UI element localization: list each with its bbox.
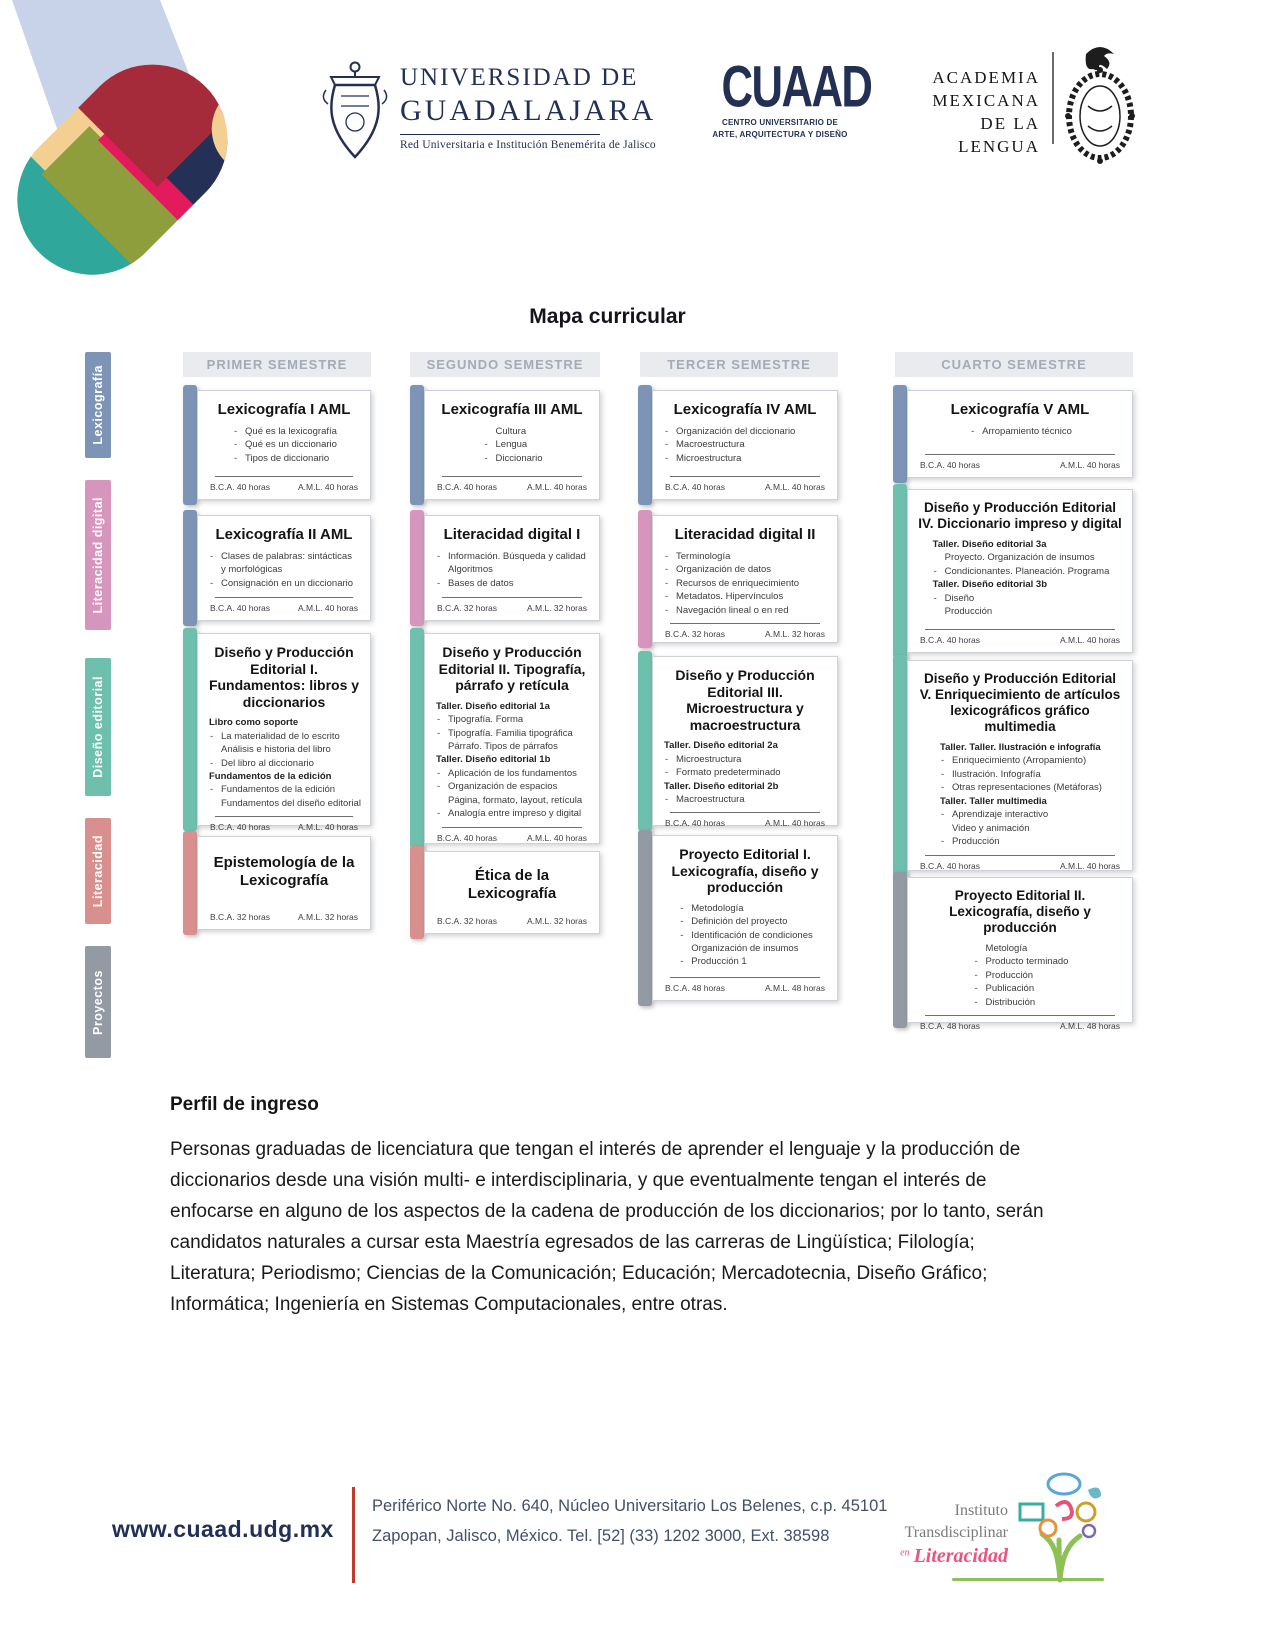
card-divider [670,623,820,624]
card-category-strip [183,385,197,505]
course-topics [662,425,828,465]
institute-tree-icon [1012,1468,1107,1583]
course-topic-line: Fundamentos del diseño editorial [221,797,361,809]
bca-hours: B.C.A. 32 horas [665,629,726,640]
course-card [410,390,600,500]
course-topic-line: - Enriquecimiento (Arropamiento) [938,754,1102,767]
course-topic-line: Cultura [495,425,527,437]
card-category-strip [893,484,907,658]
udg-shield-icon [316,60,394,160]
profile-paragraph: Personas graduadas de licenciatura que tengan el interés de aprender el lenguaje y la producción de diccionarios desde una visión multi- e interdisciplinaria, y que eventualmente tengan el interés de enfocarse en alguno de los aspectos de la cadena de producción de los diccionarios; por lo tanto, serán candidatos naturales a cursar esta Maestría egresados de las carreras de Lingüística; Filología; Literatura; Periodismo; Ciencias de la Comunicación; Educación; Mercadotecnia, Diseño Gráfico; Informática; Ingeniería en Sistemas Computacionales, entre otras. [170,1139,1044,1315]
course-card [893,877,1133,1032]
course-title: Lexicografía II AML [215,526,353,543]
aml-hours: A.M.L. 40 horas [526,832,587,843]
cuaad-logo [705,52,872,141]
aml-logo-text [890,66,1040,158]
course-topic-line: - Tipografía. Familia tipográfica [434,727,590,740]
card-category-strip [638,830,652,1006]
udg-logo-text [400,64,656,151]
course-topic-line: Taller. Diseño editorial 1a [436,700,550,712]
course-title: Epistemología de la Lexicografía [213,854,355,889]
course-topic-line: - Información. Búsqueda y calidad [434,550,590,563]
row-label-diseno-editorial: Diseño editorial [85,658,111,796]
website-link[interactable]: www.cuaad.udg.mx [112,1516,334,1542]
course-topic-line: Organización de insumos [691,943,799,954]
card-category-strip [893,872,907,1028]
card-category-strip [183,510,197,626]
decorative-brand-shape [0,0,235,295]
course-title: Lexicografía III AML [441,401,583,418]
semester-header-1: PRIMER SEMESTRE [183,352,371,377]
card-divider [925,629,1115,630]
semester-header-4: CUARTO SEMESTRE [895,352,1133,377]
card-divider [670,476,820,477]
institute-prefix: en [900,1547,910,1559]
course-title: Literacidad digital II [674,526,816,543]
row-label-proyectos: Proyectos [85,946,111,1058]
card-category-strip [638,510,652,648]
course-topic-line: - Bases de datos [434,577,590,590]
institute-script-line [862,1543,1008,1570]
institute-line1: Instituto [954,1502,1008,1519]
bca-hours: B.C.A. 40 horas [437,832,498,843]
aml-line1: ACADEMIA [932,68,1040,87]
profile-heading: Perfil de ingreso [170,1094,319,1115]
card-divider [215,597,353,598]
aml-hours: A.M.L. 40 horas [764,818,825,829]
card-category-strip [183,831,197,935]
course-topic-line: - Tipos de diccionario [231,452,337,465]
address-line2: Zapopan, Jalisco, México. Tel. [52] (33) 1202 3000, Ext. 38598 [372,1526,830,1545]
course-topic-line: - Organización del diccionario [662,425,828,438]
row-label-literacidad: Literacidad [85,818,111,924]
bca-hours: B.C.A. 40 horas [920,635,981,645]
card-category-strip [410,628,424,849]
course-topic-line: Algoritmos [448,564,493,576]
aml-hours: A.M.L. 40 horas [297,603,358,613]
course-topic-line: - Fundamentos de la edición [207,783,361,796]
course-topic-line: Taller. Diseño editorial 3b [932,579,1047,591]
course-title: Literacidad digital I [443,526,581,543]
course-topic-line: - Recursos de enriquecimiento [662,577,828,590]
card-divider [442,476,582,477]
card-category-strip [183,628,197,831]
udg-name-line1: UNIVERSIDAD DE [400,64,639,91]
course-topic-line: - Microestructura [662,753,828,766]
course-topic-line: - Qué es un diccionario [231,438,337,451]
course-card [638,835,838,1001]
course-topic-line: Página, formato, layout, retícula [448,794,583,806]
udg-tagline: Red Universitaria e Institución Benemérita de Jalisco [400,139,656,151]
course-card [183,515,371,621]
course-topic-line: Taller. Diseño editorial 1b [436,754,551,766]
course-topic-line: - Consignación en un diccionario [207,577,361,590]
course-topic-line: Taller. Diseño editorial 2b [664,780,779,792]
course-topic-line: - Formato predeterminado [662,766,828,779]
bca-hours: B.C.A. 40 horas [437,482,498,492]
row-label-lexicografia: Lexicografía [85,352,111,458]
cuaad-acronym: CUAAD [721,52,872,119]
udg-name-line2: GUADALAJARA [400,94,657,127]
course-card [638,390,838,500]
bca-hours: B.C.A. 32 horas [437,916,498,926]
course-title: Proyecto Editorial II. Lexicografía, diseño y producción [949,888,1091,935]
card-category-strip [638,385,652,505]
course-topics [931,538,1110,619]
course-topic-line: Metología [985,942,1028,954]
course-topics [938,741,1102,849]
course-topic-line: - Condicionantes. Planeación. Programa [931,565,1110,578]
institute-script: Literacidad [913,1545,1008,1568]
course-card [183,836,371,930]
course-title: Lexicografía IV AML [673,401,817,418]
course-card [410,515,600,621]
card-divider [925,855,1115,856]
course-topic-line: Taller. Taller. Ilustración e infografía [940,741,1101,753]
course-title: Ética de la Lexicografía [467,867,557,902]
card-divider [670,977,820,978]
cuaad-subtitle-line2: ARTE, ARQUITECTURA Y DISEÑO [712,130,848,140]
course-topic-line: Párrafo. Tipos de párrafos [448,741,558,752]
course-topics [972,942,1069,1009]
course-topic-line: Fundamentos de la edición [209,771,332,782]
bca-hours: B.C.A. 32 horas [210,912,271,922]
course-topic-line: - Organización de espacios [434,780,590,793]
card-category-strip [410,385,424,505]
course-topics [662,739,828,806]
course-topic-line: - La materialidad de lo escrito [207,730,361,743]
course-topics [207,550,361,590]
aml-hours: A.M.L. 32 horas [526,603,587,613]
course-title: Diseño y Producción Editorial V. Enriquecimiento de artículos lexicográficos gráfico multimedia [919,671,1121,734]
map-title: Mapa curricular [529,305,686,328]
semester-header-2: SEGUNDO SEMESTRE [410,352,600,377]
bca-hours: B.C.A. 40 horas [665,482,726,492]
aml-hours: A.M.L. 48 horas [764,983,825,993]
aml-hours: A.M.L. 32 horas [297,912,358,922]
aml-hours: A.M.L. 48 horas [1059,1021,1120,1032]
card-divider [442,597,582,598]
card-divider [442,827,582,828]
course-topic-line: - Microestructura [662,452,828,465]
bca-hours: B.C.A. 32 horas [437,603,498,613]
course-card [638,515,838,643]
footer-address [372,1492,887,1551]
course-topic-line: - Metodología [677,902,812,915]
institute-logo-text [862,1500,1008,1570]
course-topic-line: - Qué es la lexicografía [231,425,337,438]
course-title: Diseño y Producción Editorial III. Microestructura y macroestructura [675,667,815,733]
bca-hours: B.C.A. 40 horas [210,603,271,613]
course-topic-line: - Organización de datos [662,563,828,576]
course-title: Lexicografía V AML [950,401,1090,418]
course-topics [968,425,1072,438]
course-topic-line: Taller. Taller multimedia [940,795,1047,807]
institute-line2: Transdisciplinar [904,1523,1008,1541]
course-topic-line: - Terminología [662,550,828,563]
course-topic-line: y morfológicas [221,564,283,576]
card-divider [925,1015,1115,1016]
course-topic-line: - Clases de palabras: sintácticas [207,550,361,563]
course-topic-line: - Metadatos. Hipervínculos [662,590,828,603]
course-topic-line: Taller. Diseño editorial 3a [932,538,1047,550]
aml-hours: A.M.L. 40 horas [526,482,587,492]
course-title: Diseño y Producción Editorial IV. Diccionario impreso y digital [918,500,1122,531]
cuaad-subtitle-line1: CENTRO UNIVERSITARIO DE [721,118,838,128]
course-topic-line: Taller. Diseño editorial 2a [664,740,778,752]
course-topic-line: Libro como soporte [209,717,299,729]
course-topic-line: - Publicación [972,982,1069,995]
address-line1: Periférico Norte No. 640, Núcleo Universitario Los Belenes, c.p. 45101 [372,1497,888,1515]
course-topic-line: - Producción [938,835,1102,848]
course-topic-line: - Aprendizaje interactivo [938,808,1102,821]
course-topic-line: - Arropamiento técnico [968,425,1072,438]
course-topic-line: - Producto terminado [972,955,1069,968]
aml-line2: MEXICANA [932,91,1040,110]
institute-underline [952,1578,1104,1581]
course-topic-line: - Producción [972,969,1069,982]
course-topic-line: - Analogía entre impreso y digital [434,807,590,820]
bca-hours: B.C.A. 40 horas [665,818,726,829]
course-topics [434,550,590,590]
bca-hours: B.C.A. 40 horas [920,860,981,871]
card-category-strip [410,846,424,939]
course-topics [677,902,812,969]
course-topic-line: - Aplicación de los fundamentos [434,767,590,780]
course-card [410,633,600,844]
aml-hours: A.M.L. 40 horas [764,482,825,492]
course-topic-line: - Navegación lineal o en red [662,604,828,617]
course-topics [207,716,361,810]
course-topic-line: - Diccionario [482,452,543,465]
aml-line4: LENGUA [958,137,1040,156]
course-topic-line: - Producción 1 [677,955,812,968]
course-title: Proyecto Editorial I. Lexicografía, diseño y producción [671,846,819,896]
bca-hours: B.C.A. 40 horas [920,460,981,470]
aml-hours: A.M.L. 40 horas [297,482,358,492]
course-topic-line: - Del libro al diccionario [207,757,361,770]
course-topic-line: - Ilustración. Infografía [938,768,1102,781]
bca-hours: B.C.A. 48 horas [920,1021,981,1032]
course-card [893,660,1133,871]
card-category-strip [893,385,907,483]
aml-hours: A.M.L. 32 horas [526,916,587,926]
course-card [410,851,600,934]
udg-divider [400,134,600,135]
course-topics [662,550,828,617]
cuaad-subtitle [705,117,855,141]
course-card [638,656,838,829]
aml-hours: A.M.L. 32 horas [764,629,825,640]
course-topic-line: - Otras representaciones (Metáforas) [938,781,1102,794]
course-topic-line: Video y animación [952,822,1030,834]
course-card [893,489,1133,653]
course-topics [434,700,590,821]
card-category-strip [893,655,907,876]
course-topic-line: Producción [944,606,993,618]
course-card [183,633,371,833]
card-divider [215,476,353,477]
course-topic-line: - Macroestructura [662,793,828,806]
footer-divider [352,1487,355,1583]
course-card [183,390,371,500]
course-topic-line: - Lengua [482,438,543,451]
course-title: Lexicografía I AML [217,401,351,418]
course-topic-line: Análisis e historia del libro [221,744,331,756]
aml-hours: A.M.L. 40 horas [1059,635,1120,645]
course-topic-line: Proyecto. Organización de insumos [944,552,1095,564]
aml-hours: A.M.L. 40 horas [1059,460,1120,470]
course-topic-line: - Macroestructura [662,438,828,451]
aml-hours: A.M.L. 40 horas [1059,860,1120,871]
bca-hours: B.C.A. 40 horas [210,482,271,492]
card-divider [925,454,1115,455]
aml-logo-divider [1052,52,1054,144]
course-topic-line: - Diseño [931,592,1110,605]
card-divider [670,812,820,813]
course-topic-line: - Distribución [972,996,1069,1009]
course-topics [231,425,337,465]
aml-hours: A.M.L. 40 horas [297,822,358,833]
row-label-literacidad-digital: Literacidad digital [85,480,111,630]
bca-hours: B.C.A. 48 horas [665,983,726,993]
course-topic-line: - Identificación de condiciones [677,929,812,942]
course-title: Diseño y Producción Editorial I. Fundamentos: libros y diccionarios [208,644,360,710]
aml-emblem-icon [1058,40,1142,168]
course-topics [482,425,543,465]
card-category-strip [410,510,424,626]
course-topic-line: - Tipografía. Forma [434,713,590,726]
course-card [893,390,1133,478]
course-title: Diseño y Producción Editorial II. Tipografía, párrafo y retícula [438,644,586,694]
aml-line3: DE LA [980,114,1040,133]
card-divider [215,816,353,817]
bca-hours: B.C.A. 40 horas [210,822,271,833]
card-category-strip [638,651,652,831]
course-topic-line: - Definición del proyecto [677,915,812,928]
semester-header-3: TERCER SEMESTRE [640,352,838,377]
